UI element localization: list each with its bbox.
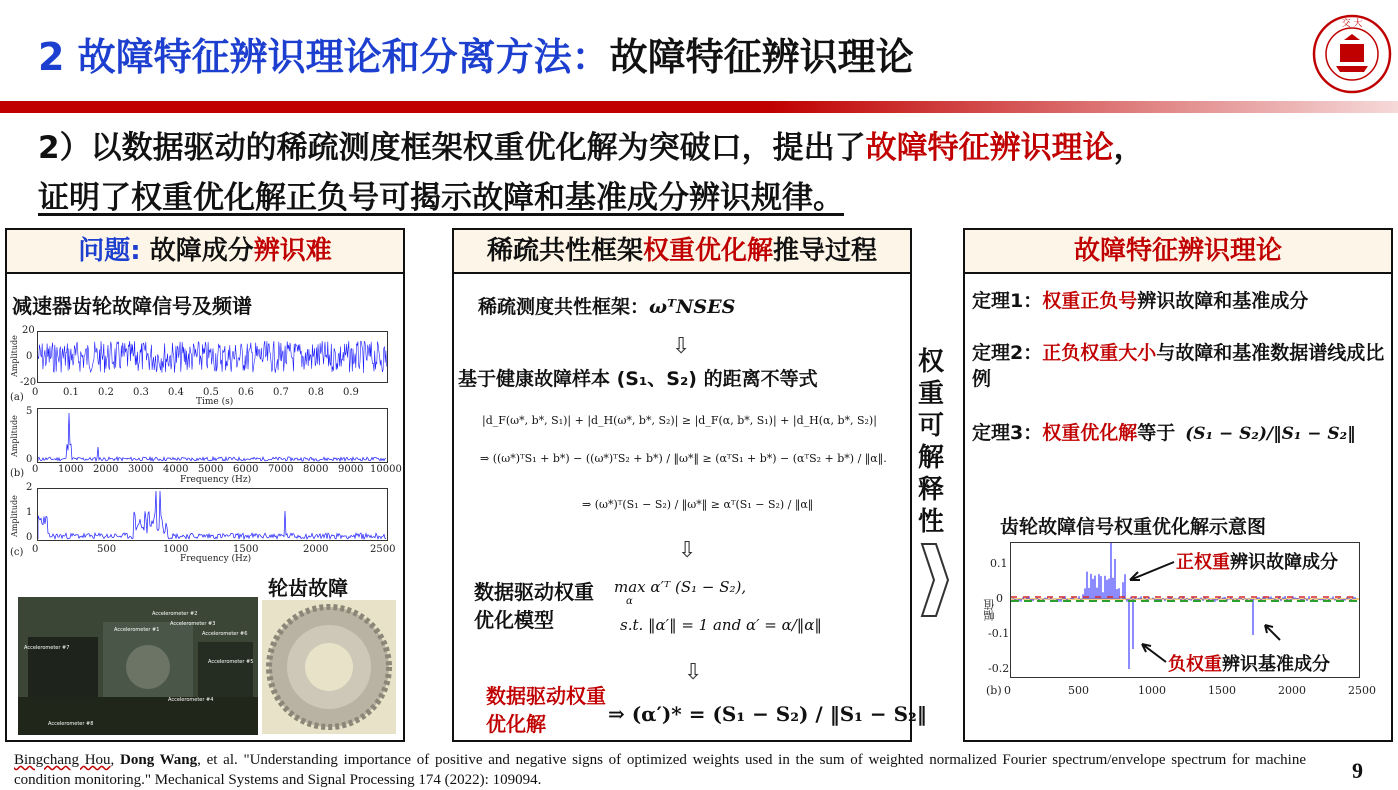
weight-ytick: -0.2: [988, 662, 1010, 675]
plot-b-xtick: 3000: [128, 464, 154, 475]
accelerometer-label: Accelerometer #2: [152, 611, 198, 617]
plot-a-xtick: 0.9: [343, 387, 359, 398]
envelope-spectrum-trace: [38, 491, 386, 539]
weight-xtick: 2500: [1348, 684, 1376, 697]
theorem-3: 定理3：权重优化解等于 (S₁ − S₂)/‖S₁ − S₂‖: [972, 422, 1356, 444]
accelerometer-label: Accelerometer #1: [114, 627, 160, 633]
distance-inequality-label: 基于健康故障样本 (S₁、S₂) 的距离不等式: [458, 368, 818, 390]
plot-b-ytick: 0: [26, 454, 33, 465]
theorem-2: 定理2：正负权重大小与故障和基准数据谱线成比例: [972, 342, 1385, 390]
gearbox-rig-illustration: [18, 597, 258, 735]
plot-a-frame: [37, 331, 388, 383]
middle-panel-header: 稀疏共性框架权重优化解推导过程: [454, 230, 910, 274]
gear-fault-label: 轮齿故障: [268, 576, 348, 600]
accelerometer-label: Accelerometer #8: [48, 721, 94, 727]
plot-b-frame: [37, 408, 388, 463]
accelerometer-label: Accelerometer #4: [168, 697, 214, 703]
down-arrow-icon: ⇩: [672, 334, 691, 359]
plot-b-xtick: 1000: [58, 464, 84, 475]
plot-a-xtick: 0.1: [63, 387, 79, 398]
weight-chart-panel-label: (b): [986, 684, 1002, 697]
plot-c-frame: [37, 488, 388, 541]
solution-formula: ⇒ (α′)* = (S₁ − S₂) / ‖S₁ − S₂‖: [608, 702, 927, 726]
test-rig-photo: [18, 597, 258, 735]
plot-c-ylabel: Amplitude: [10, 495, 19, 537]
plot-c-xtick: 0: [32, 544, 39, 555]
down-arrow-icon: ⇩: [684, 660, 703, 685]
plot-c-xtick: 1000: [163, 544, 189, 555]
plot-b-xtick: 10000: [370, 464, 402, 475]
negative-weight-annotation: 负权重辨识基准成分: [1166, 650, 1332, 676]
plot-c-ytick: 0: [26, 532, 33, 543]
plot-c-xtick: 1500: [233, 544, 259, 555]
plot-c-ytick: 1: [26, 507, 33, 518]
plot-a-ytick: 20: [22, 325, 35, 336]
solution-label: 数据驱动权重优化解: [486, 684, 606, 736]
plot-c-xtick: 2000: [303, 544, 329, 555]
right-panel-header: 故障特征辨识理论: [965, 230, 1391, 274]
plot-b-xlabel: Frequency (Hz): [180, 475, 252, 485]
inequality-1: |d_F(ω*, b*, S₁)| + |d_H(ω*, b*, S₂)| ≥ |d_F(α, b*, S₁)| + |d_H(α, b*, S₂)|: [482, 414, 877, 427]
gear-illustration: [262, 600, 396, 734]
plot-a-ytick: -20: [20, 377, 37, 388]
plot-a-xlabel: Time (s): [196, 397, 234, 407]
plot-a-xtick: 0.6: [238, 387, 254, 398]
down-arrow-icon: ⇩: [678, 538, 697, 563]
plot-b-ylabel: Amplitude: [10, 415, 19, 457]
weight-chart-xticks: [1004, 684, 1374, 698]
plot-b-xtick: 9000: [338, 464, 364, 475]
plot-b-ytick: 5: [26, 406, 33, 417]
plot-b-xtick: 5000: [198, 464, 224, 475]
envelope-spectrum-plot: [38, 489, 387, 540]
plot-b-xtick: 4000: [163, 464, 189, 475]
weight-xtick: 1500: [1208, 684, 1236, 697]
plot-b-xtick: 7000: [268, 464, 294, 475]
plot-a-xtick: 0.4: [168, 387, 184, 398]
theorem-1: 定理1：权重正负号辨识故障和基准成分: [972, 290, 1309, 312]
plot-c-ytick: 2: [26, 482, 33, 493]
model-objective-subscript: α: [626, 596, 633, 607]
plot-a-panel-label: (a): [10, 392, 24, 403]
model-constraint: s.t. ‖α′‖ = 1 and α′ = α/‖α‖: [620, 616, 822, 634]
gear-photo: [262, 600, 396, 734]
time-signal-trace: [38, 341, 387, 373]
reference-citation: Bingchang Hou, Dong Wang, et al. "Understanding importance of positive and negative signs of optimized weights used in the sum of weighted normalized Fourier spectrum/envelope spectrum for machine condition monitoring." Mechanical Systems and Signal Processing 174 (2022): 109094.: [14, 752, 1306, 788]
headline-line-1: 2）以数据驱动的稀疏测度框架权重优化解为突破口，提出了故障特征辨识理论，: [38, 130, 1145, 166]
model-objective: max α′ᵀ (S₁ − S₂),: [614, 578, 747, 596]
right-arrow-icon: [916, 542, 950, 618]
accelerometer-label: Accelerometer #5: [208, 659, 254, 665]
plot-a-xtick: 0.3: [133, 387, 149, 398]
weight-xtick: 0: [1004, 684, 1011, 697]
plot-a-xtick: 0.2: [98, 387, 114, 398]
annotation-arrow-icon: [1124, 560, 1176, 584]
weight-xtick: 500: [1068, 684, 1089, 697]
plot-b-xtick: 2000: [93, 464, 119, 475]
plot-b-xtick: 0: [32, 464, 39, 475]
plot-a-xtick: 0.8: [308, 387, 324, 398]
plot-b-xtick: 8000: [303, 464, 329, 475]
framework-line: 稀疏测度共性框架：ωᵀNSES: [478, 296, 736, 318]
university-logo: [1312, 14, 1392, 94]
model-label: 数据驱动权重优化模型: [474, 580, 594, 632]
spectrum-trace: [38, 413, 386, 461]
accelerometer-label: Accelerometer #7: [24, 645, 70, 651]
time-signal-plot: [38, 332, 387, 382]
annotation-arrow-icon: [1138, 640, 1168, 664]
header-divider: [0, 101, 1398, 113]
plot-a-xtick: 0.5: [203, 387, 219, 398]
positive-weight-annotation: 正权重辨识故障成分: [1174, 548, 1340, 574]
inequality-3: ⇒ (ω*)ᵀ(S₁ − S₂) / ‖ω*‖ ≥ αᵀ(S₁ − S₂) / ‖α‖: [582, 498, 814, 511]
plot-a-ylabel: Amplitude: [10, 335, 19, 377]
plot-b-panel-label: (b): [10, 468, 25, 479]
page-title: 2 故障特征辨识理论和分离方法：故障特征辨识理论: [38, 35, 914, 79]
accelerometer-label: Accelerometer #3: [170, 621, 216, 627]
weight-xtick: 1000: [1138, 684, 1166, 697]
annotation-arrow-icon: [1262, 622, 1282, 642]
plot-a-xtick: 0: [32, 387, 39, 398]
spectrum-plot: [38, 409, 387, 462]
plot-a-ytick: 0: [26, 351, 33, 362]
plot-c-panel-label: (c): [10, 547, 24, 558]
weight-chart-title: 齿轮故障信号权重优化解示意图: [1000, 516, 1267, 538]
left-panel-header: 问题: 故障成分辨识难: [7, 230, 403, 274]
weight-chart-ylabel: 幅值: [983, 599, 996, 621]
interpretability-label: 权重可解释性: [917, 347, 944, 537]
plot-a-xtick: 0.7: [273, 387, 289, 398]
weight-ytick: -0.1: [988, 627, 1010, 640]
plot-c-xtick: 2500: [370, 544, 396, 555]
svg-text:交 大: 交 大: [1341, 19, 1363, 29]
weight-ytick: 0.1: [990, 557, 1008, 570]
weight-ytick: 0: [996, 592, 1003, 605]
weight-xtick: 2000: [1278, 684, 1306, 697]
plot-c-xlabel: Frequency (Hz): [180, 554, 252, 564]
page-number: 9: [1352, 758, 1363, 783]
plot-b-xtick: 6000: [233, 464, 259, 475]
left-plot-title: 减速器齿轮故障信号及频谱: [12, 294, 252, 318]
plot-c-xtick: 500: [97, 544, 117, 555]
headline-line-2: 证明了权重优化解正负号可揭示故障和基准成分辨识规律。: [38, 180, 844, 216]
accelerometer-label: Accelerometer #6: [202, 631, 248, 637]
inequality-2: ⇒ ((ω*)ᵀS₁ + b*) − ((ω*)ᵀS₂ + b*) / ‖ω*‖ ≥ (αᵀS₁ + b*) − (αᵀS₂ + b*) / ‖α‖.: [480, 452, 887, 465]
